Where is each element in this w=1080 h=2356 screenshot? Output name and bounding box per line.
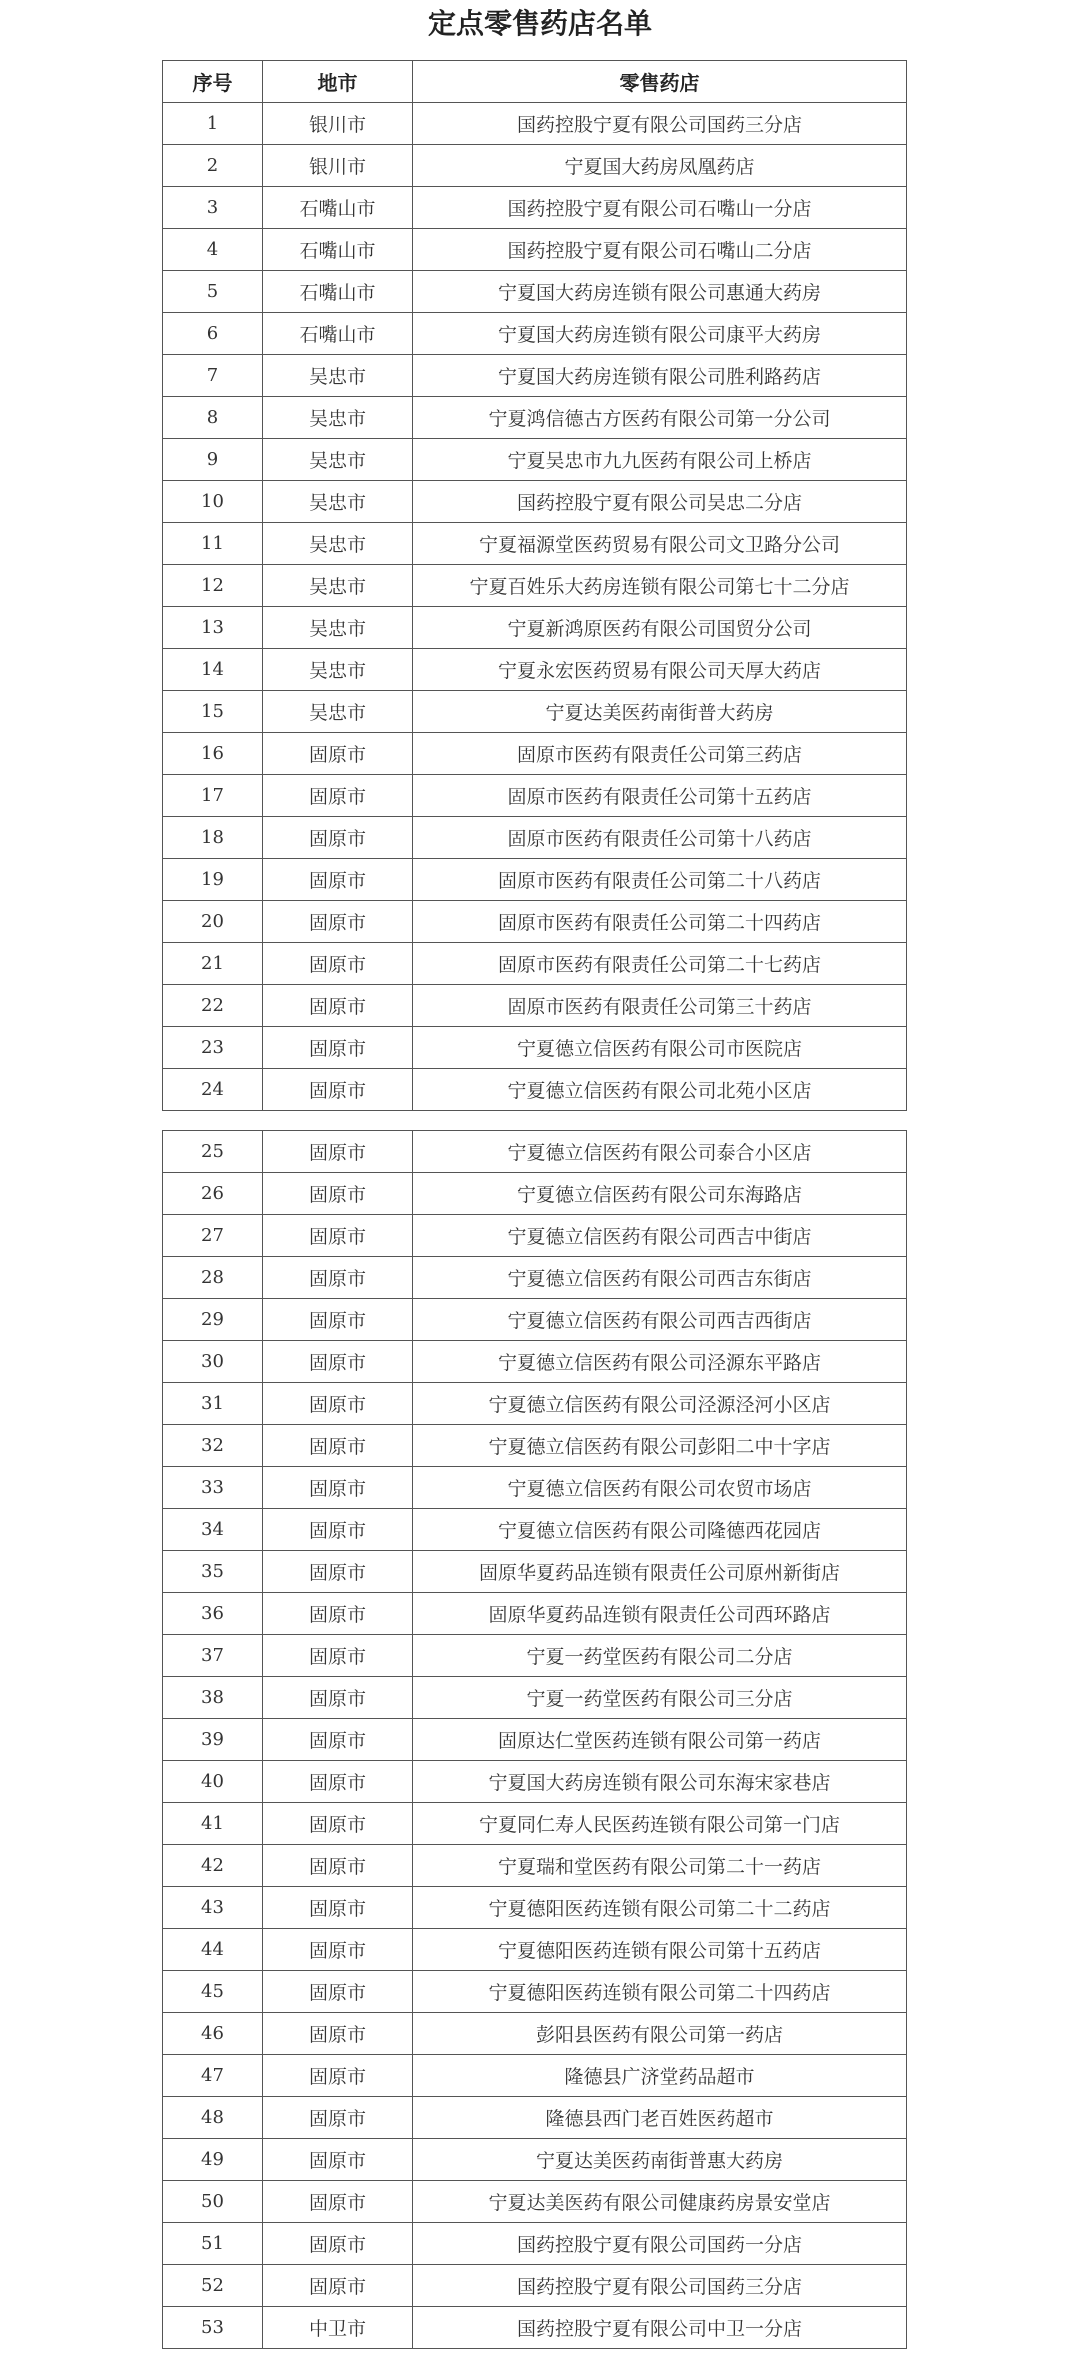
- row-index: 23: [163, 1027, 263, 1069]
- table-row: [163, 1719, 907, 1761]
- row-city: 吴忠市: [263, 607, 413, 649]
- row-city: 吴忠市: [263, 565, 413, 607]
- row-city: 固原市: [263, 943, 413, 985]
- row-city: 中卫市: [263, 2307, 413, 2349]
- row-index: 34: [163, 1509, 263, 1551]
- table-row: [163, 1173, 907, 1215]
- row-city: 固原市: [263, 1761, 413, 1803]
- table-row: [163, 1299, 907, 1341]
- table-row: [163, 145, 907, 187]
- row-city: 石嘴山市: [263, 187, 413, 229]
- row-pharmacy: 国药控股宁夏有限公司国药三分店: [413, 103, 907, 145]
- table-row: [163, 943, 907, 985]
- table-row: [163, 313, 907, 355]
- table-row: [163, 1425, 907, 1467]
- table-row: [163, 1257, 907, 1299]
- table-row: [163, 1761, 907, 1803]
- row-index: 31: [163, 1383, 263, 1425]
- row-city: 固原市: [263, 1069, 413, 1111]
- table-row: [163, 355, 907, 397]
- row-index: 17: [163, 775, 263, 817]
- table-row: [163, 187, 907, 229]
- row-city: 固原市: [263, 1425, 413, 1467]
- table-row: [163, 775, 907, 817]
- row-pharmacy: 宁夏达美医药南街普惠大药房: [413, 2139, 907, 2181]
- row-index: 4: [163, 229, 263, 271]
- row-city: 固原市: [263, 1887, 413, 1929]
- row-pharmacy: 固原市医药有限责任公司第十五药店: [413, 775, 907, 817]
- row-pharmacy: 宁夏德立信医药有限公司东海路店: [413, 1173, 907, 1215]
- row-city: 固原市: [263, 1509, 413, 1551]
- table-row: [163, 271, 907, 313]
- row-index: 3: [163, 187, 263, 229]
- row-pharmacy: 宁夏鸿信德古方医药有限公司第一分公司: [413, 397, 907, 439]
- row-city: 吴忠市: [263, 649, 413, 691]
- row-index: 11: [163, 523, 263, 565]
- row-city: 固原市: [263, 733, 413, 775]
- row-city: 固原市: [263, 2055, 413, 2097]
- row-city: 固原市: [263, 1593, 413, 1635]
- row-city: 固原市: [263, 1803, 413, 1845]
- row-pharmacy: 宁夏永宏医药贸易有限公司天厚大药店: [413, 649, 907, 691]
- row-index: 43: [163, 1887, 263, 1929]
- header-city: 地市: [263, 61, 413, 103]
- table-row: [163, 1845, 907, 1887]
- row-pharmacy: 宁夏德立信医药有限公司西吉西街店: [413, 1299, 907, 1341]
- table-row: [163, 1383, 907, 1425]
- row-index: 12: [163, 565, 263, 607]
- table-row: [163, 649, 907, 691]
- table-row: [163, 1971, 907, 2013]
- table-row: [163, 1887, 907, 1929]
- row-index: 42: [163, 1845, 263, 1887]
- row-city: 固原市: [263, 1971, 413, 2013]
- row-index: 28: [163, 1257, 263, 1299]
- row-pharmacy: 宁夏同仁寿人民医药连锁有限公司第一门店: [413, 1803, 907, 1845]
- row-city: 固原市: [263, 1341, 413, 1383]
- row-city: 固原市: [263, 2223, 413, 2265]
- row-index: 41: [163, 1803, 263, 1845]
- row-pharmacy: 宁夏一药堂医药有限公司二分店: [413, 1635, 907, 1677]
- row-city: 吴忠市: [263, 397, 413, 439]
- row-index: 40: [163, 1761, 263, 1803]
- row-index: 18: [163, 817, 263, 859]
- table-row: [163, 523, 907, 565]
- row-index: 48: [163, 2097, 263, 2139]
- pharmacy-table-part-2: [162, 1130, 907, 2349]
- header-index: 序号: [163, 61, 263, 103]
- row-pharmacy: 宁夏德阳医药连锁有限公司第二十二药店: [413, 1887, 907, 1929]
- row-index: 49: [163, 2139, 263, 2181]
- row-city: 固原市: [263, 2139, 413, 2181]
- table-row: [163, 481, 907, 523]
- row-index: 10: [163, 481, 263, 523]
- row-index: 9: [163, 439, 263, 481]
- row-index: 20: [163, 901, 263, 943]
- row-city: 固原市: [263, 1299, 413, 1341]
- row-index: 33: [163, 1467, 263, 1509]
- table-row: [163, 2181, 907, 2223]
- row-city: 吴忠市: [263, 481, 413, 523]
- row-pharmacy: 宁夏国大药房连锁有限公司东海宋家巷店: [413, 1761, 907, 1803]
- row-pharmacy: 宁夏达美医药南街普大药房: [413, 691, 907, 733]
- row-city: 固原市: [263, 775, 413, 817]
- row-pharmacy: 国药控股宁夏有限公司国药三分店: [413, 2265, 907, 2307]
- table-row: [163, 859, 907, 901]
- row-index: 5: [163, 271, 263, 313]
- row-index: 38: [163, 1677, 263, 1719]
- row-pharmacy: 宁夏百姓乐大药房连锁有限公司第七十二分店: [413, 565, 907, 607]
- table-row: [163, 1215, 907, 1257]
- row-city: 固原市: [263, 1173, 413, 1215]
- row-pharmacy: 隆德县广济堂药品超市: [413, 2055, 907, 2097]
- table-row: [163, 1803, 907, 1845]
- row-pharmacy: 宁夏新鸿原医药有限公司国贸分公司: [413, 607, 907, 649]
- page-title: 定点零售药店名单: [427, 7, 652, 40]
- row-city: 吴忠市: [263, 355, 413, 397]
- row-pharmacy: 宁夏国大药房连锁有限公司惠通大药房: [413, 271, 907, 313]
- row-pharmacy: 宁夏达美医药有限公司健康药房景安堂店: [413, 2181, 907, 2223]
- row-index: 13: [163, 607, 263, 649]
- table-row: [163, 2055, 907, 2097]
- row-city: 固原市: [263, 1845, 413, 1887]
- row-index: 37: [163, 1635, 263, 1677]
- table-row: [163, 2307, 907, 2349]
- row-index: 19: [163, 859, 263, 901]
- row-index: 21: [163, 943, 263, 985]
- row-city: 吴忠市: [263, 439, 413, 481]
- row-index: 46: [163, 2013, 263, 2055]
- row-city: 吴忠市: [263, 691, 413, 733]
- row-index: 2: [163, 145, 263, 187]
- table-row: [163, 1341, 907, 1383]
- row-city: 固原市: [263, 1551, 413, 1593]
- row-city: 吴忠市: [263, 523, 413, 565]
- row-city: 固原市: [263, 2265, 413, 2307]
- row-city: 固原市: [263, 1257, 413, 1299]
- table-row: [163, 1027, 907, 1069]
- table-row: [163, 2013, 907, 2055]
- row-city: 固原市: [263, 1027, 413, 1069]
- row-index: 24: [163, 1069, 263, 1111]
- table-row: [163, 1593, 907, 1635]
- row-pharmacy: 国药控股宁夏有限公司国药一分店: [413, 2223, 907, 2265]
- table-row: [163, 901, 907, 943]
- row-index: 16: [163, 733, 263, 775]
- table-row: [163, 103, 907, 145]
- table-row: [163, 2097, 907, 2139]
- row-pharmacy: 宁夏德立信医药有限公司北苑小区店: [413, 1069, 907, 1111]
- row-pharmacy: 彭阳县医药有限公司第一药店: [413, 2013, 907, 2055]
- row-pharmacy: 宁夏德立信医药有限公司农贸市场店: [413, 1467, 907, 1509]
- row-city: 固原市: [263, 2097, 413, 2139]
- row-index: 26: [163, 1173, 263, 1215]
- row-index: 50: [163, 2181, 263, 2223]
- row-pharmacy: 宁夏国大药房连锁有限公司康平大药房: [413, 313, 907, 355]
- table-row: [163, 397, 907, 439]
- table-row: [163, 1069, 907, 1111]
- table-row: [163, 229, 907, 271]
- table-row: [163, 439, 907, 481]
- row-index: 25: [163, 1131, 263, 1173]
- table-row: [163, 733, 907, 775]
- header-pharmacy: 零售药店: [413, 61, 907, 103]
- row-city: 固原市: [263, 2013, 413, 2055]
- row-pharmacy: 固原达仁堂医药连锁有限公司第一药店: [413, 1719, 907, 1761]
- row-index: 36: [163, 1593, 263, 1635]
- row-pharmacy: 固原市医药有限责任公司第二十八药店: [413, 859, 907, 901]
- table-row: [163, 565, 907, 607]
- row-index: 27: [163, 1215, 263, 1257]
- row-index: 15: [163, 691, 263, 733]
- row-city: 石嘴山市: [263, 229, 413, 271]
- row-index: 39: [163, 1719, 263, 1761]
- row-pharmacy: 固原华夏药品连锁有限责任公司原州新街店: [413, 1551, 907, 1593]
- row-city: 固原市: [263, 1929, 413, 1971]
- table-row: [163, 2139, 907, 2181]
- row-pharmacy: 国药控股宁夏有限公司吴忠二分店: [413, 481, 907, 523]
- table-header-row: [163, 61, 907, 103]
- row-index: 6: [163, 313, 263, 355]
- row-pharmacy: 固原市医药有限责任公司第十八药店: [413, 817, 907, 859]
- row-pharmacy: 宁夏德立信医药有限公司彭阳二中十字店: [413, 1425, 907, 1467]
- row-index: 53: [163, 2307, 263, 2349]
- row-city: 固原市: [263, 1131, 413, 1173]
- row-city: 固原市: [263, 859, 413, 901]
- row-pharmacy: 宁夏国大药房凤凰药店: [413, 145, 907, 187]
- row-pharmacy: 宁夏德立信医药有限公司泰合小区店: [413, 1131, 907, 1173]
- row-index: 35: [163, 1551, 263, 1593]
- table-row: [163, 691, 907, 733]
- row-pharmacy: 宁夏德阳医药连锁有限公司第十五药店: [413, 1929, 907, 1971]
- table-row: [163, 1509, 907, 1551]
- row-index: 47: [163, 2055, 263, 2097]
- row-city: 银川市: [263, 145, 413, 187]
- row-pharmacy: 宁夏德立信医药有限公司泾源泾河小区店: [413, 1383, 907, 1425]
- table-row: [163, 1551, 907, 1593]
- row-pharmacy: 固原市医药有限责任公司第三十药店: [413, 985, 907, 1027]
- table-row: [163, 1467, 907, 1509]
- row-city: 固原市: [263, 985, 413, 1027]
- row-pharmacy: 宁夏德立信医药有限公司西吉东街店: [413, 1257, 907, 1299]
- row-pharmacy: 国药控股宁夏有限公司石嘴山二分店: [413, 229, 907, 271]
- row-index: 1: [163, 103, 263, 145]
- row-pharmacy: 宁夏德立信医药有限公司泾源东平路店: [413, 1341, 907, 1383]
- row-pharmacy: 宁夏福源堂医药贸易有限公司文卫路分公司: [413, 523, 907, 565]
- row-pharmacy: 国药控股宁夏有限公司石嘴山一分店: [413, 187, 907, 229]
- row-index: 45: [163, 1971, 263, 2013]
- row-city: 石嘴山市: [263, 313, 413, 355]
- row-pharmacy: 固原华夏药品连锁有限责任公司西环路店: [413, 1593, 907, 1635]
- row-index: 8: [163, 397, 263, 439]
- row-index: 7: [163, 355, 263, 397]
- row-city: 固原市: [263, 1677, 413, 1719]
- row-index: 29: [163, 1299, 263, 1341]
- row-city: 固原市: [263, 2181, 413, 2223]
- row-pharmacy: 宁夏德立信医药有限公司西吉中街店: [413, 1215, 907, 1257]
- row-city: 固原市: [263, 901, 413, 943]
- table-row: [163, 1929, 907, 1971]
- row-city: 石嘴山市: [263, 271, 413, 313]
- row-pharmacy: 宁夏德阳医药连锁有限公司第二十四药店: [413, 1971, 907, 2013]
- table-row: [163, 1677, 907, 1719]
- row-index: 22: [163, 985, 263, 1027]
- row-city: 固原市: [263, 1719, 413, 1761]
- row-pharmacy: 固原市医药有限责任公司第二十七药店: [413, 943, 907, 985]
- row-pharmacy: 宁夏国大药房连锁有限公司胜利路药店: [413, 355, 907, 397]
- row-index: 14: [163, 649, 263, 691]
- table-row: [163, 2265, 907, 2307]
- row-city: 固原市: [263, 1215, 413, 1257]
- row-city: 固原市: [263, 1467, 413, 1509]
- row-pharmacy: 宁夏德立信医药有限公司隆德西花园店: [413, 1509, 907, 1551]
- row-pharmacy: 宁夏吴忠市九九医药有限公司上桥店: [413, 439, 907, 481]
- row-pharmacy: 宁夏德立信医药有限公司市医院店: [413, 1027, 907, 1069]
- row-pharmacy: 隆德县西门老百姓医药超市: [413, 2097, 907, 2139]
- row-index: 51: [163, 2223, 263, 2265]
- table-row: [163, 607, 907, 649]
- row-index: 32: [163, 1425, 263, 1467]
- row-index: 44: [163, 1929, 263, 1971]
- table-row: [163, 817, 907, 859]
- row-city: 固原市: [263, 817, 413, 859]
- row-pharmacy: 宁夏瑞和堂医药有限公司第二十一药店: [413, 1845, 907, 1887]
- table-row: [163, 985, 907, 1027]
- row-city: 银川市: [263, 103, 413, 145]
- pharmacy-table-part-1: [162, 60, 907, 1111]
- row-pharmacy: 国药控股宁夏有限公司中卫一分店: [413, 2307, 907, 2349]
- row-pharmacy: 固原市医药有限责任公司第二十四药店: [413, 901, 907, 943]
- row-index: 52: [163, 2265, 263, 2307]
- table-row: [163, 2223, 907, 2265]
- row-pharmacy: 固原市医药有限责任公司第三药店: [413, 733, 907, 775]
- row-index: 30: [163, 1341, 263, 1383]
- row-pharmacy: 宁夏一药堂医药有限公司三分店: [413, 1677, 907, 1719]
- table-row: [163, 1131, 907, 1173]
- row-city: 固原市: [263, 1383, 413, 1425]
- row-city: 固原市: [263, 1635, 413, 1677]
- table-row: [163, 1635, 907, 1677]
